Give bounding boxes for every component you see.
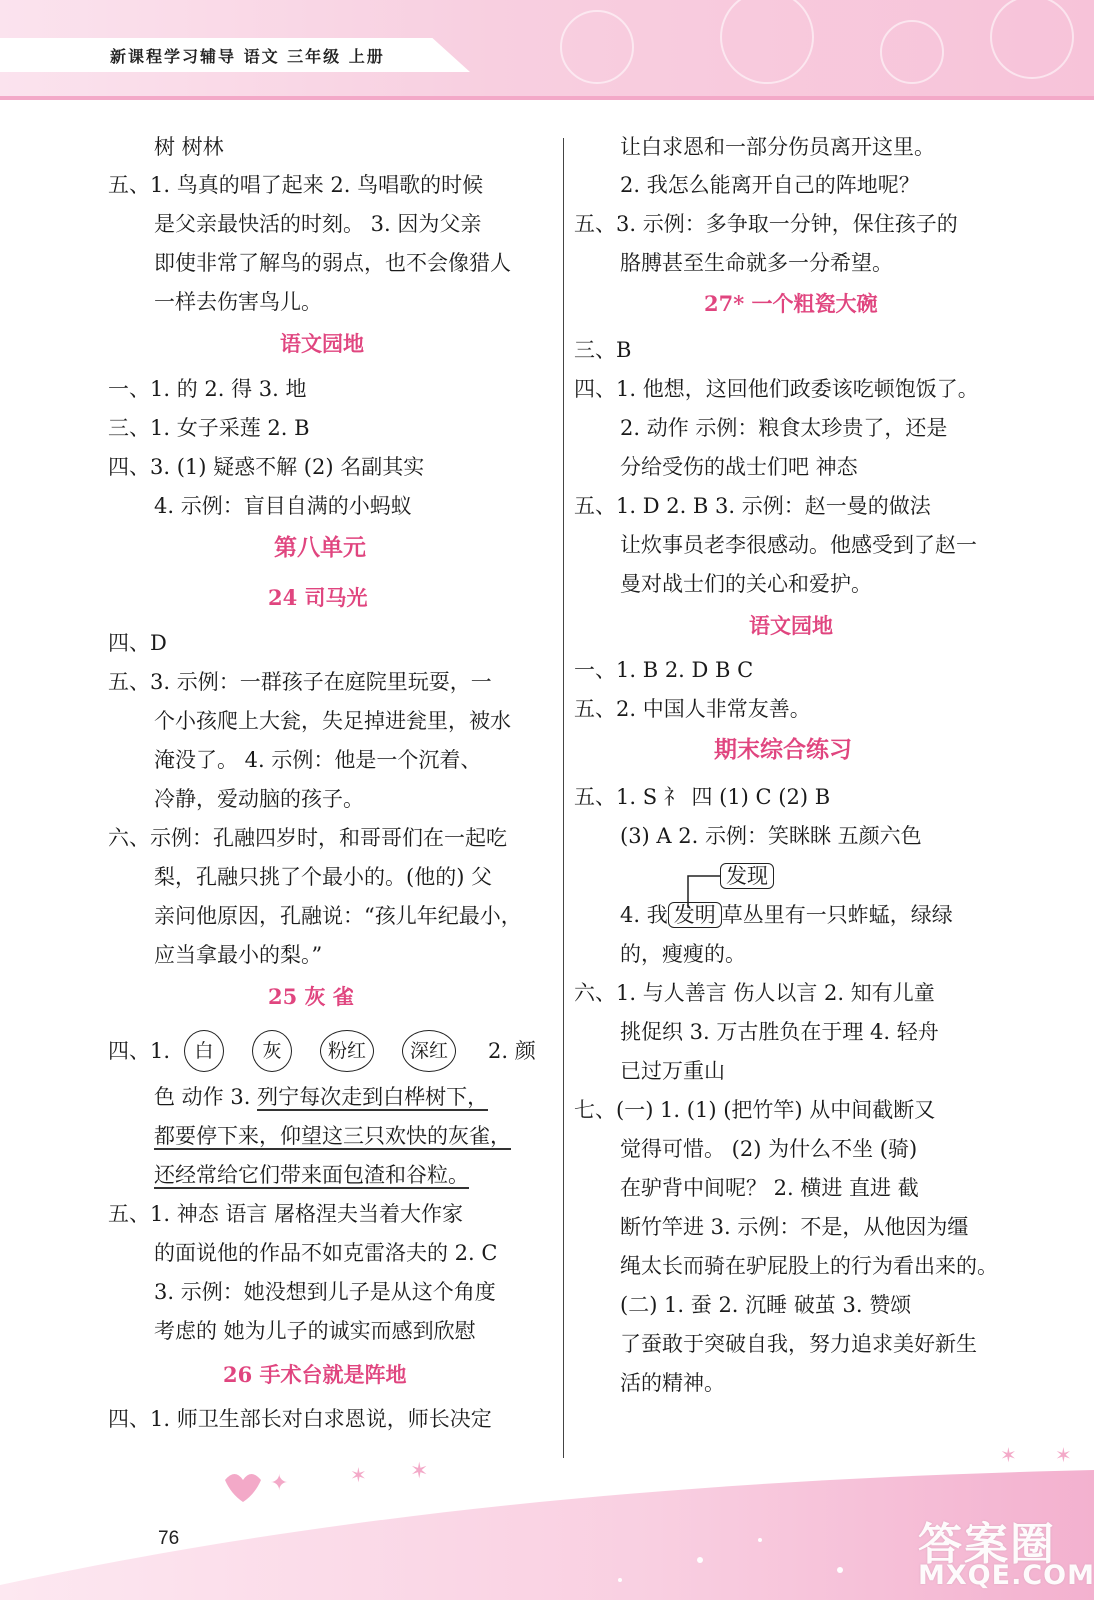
text-line: 五、2. 中国人非常友善。 [574, 697, 811, 721]
text-line: 了蚕敢于突破自我，努力追求美好新生 [620, 1332, 977, 1356]
bubble-decoration [720, 0, 814, 84]
text-line: 三、B [574, 338, 632, 362]
text-line: 五、3. 示例：一群孩子在庭院里玩耍，一 [108, 670, 492, 694]
text-line: 是父亲最快活的时刻。 3. 因为父亲 [154, 212, 482, 236]
text-line: 五、1. 神态 语言 屠格涅夫当着大作家 [108, 1202, 464, 1226]
header-title: 新课程学习辅导 语文 三年级 上册 [110, 47, 385, 66]
circled-word: 灰 [252, 1030, 292, 1072]
text-line: 3. 示例：她没想到儿子是从这个角度 [154, 1280, 496, 1304]
bubble-decoration [990, 0, 1074, 79]
lesson-heading: 27* 一个粗瓷大碗 [704, 291, 878, 316]
text-line: 绳太长而骑在驴屁股上的行为看出来的。 [620, 1254, 998, 1278]
page-number: 76 [158, 1528, 180, 1549]
text-line: 即使非常了解鸟的弱点，也不会像猎人 [154, 251, 511, 275]
choice-option [720, 861, 774, 891]
text-line [154, 1082, 488, 1112]
underlined-text: 列宁每次走到白桦树下， [257, 1085, 489, 1109]
text-line: 冷静，爱动脑的孩子。 [154, 787, 364, 811]
text-line [620, 900, 953, 930]
text-line [154, 1121, 511, 1151]
circled-words [184, 1030, 484, 1072]
text-line: 分给受伤的战士们吧 神态 [620, 455, 858, 479]
text-line: 曼对战士们的关心和爱护。 [620, 572, 872, 596]
header-rule [0, 96, 1094, 100]
text-fragment: 色 动作 3. [154, 1085, 251, 1109]
text-line: 四、3. (1) 疑惑不解 (2) 名副其实 [108, 455, 425, 479]
text-line: 一、1. 的 2. 得 3. 地 [108, 377, 307, 401]
text-line: (二) 1. 蚕 2. 沉睡 破茧 3. 赞颂 [620, 1293, 912, 1317]
bubble-decoration [880, 20, 944, 84]
svg-text:✶: ✶ [410, 1459, 429, 1484]
section-heading: 期末综合练习 [714, 736, 852, 763]
text-line: 在驴背中间呢？ 2. 横进 直进 截 [620, 1176, 919, 1200]
text-line: 4. 示例：盲目自满的小蚂蚁 [154, 494, 412, 518]
text-line: 断竹竿进 3. 示例：不是，从他因为缰 [620, 1215, 969, 1239]
text-line: 挑促织 3. 万古胜负在于理 4. 轻舟 [620, 1020, 939, 1044]
svg-text:✦: ✦ [270, 1471, 289, 1496]
text-line: 四、1. 师卫生部长对白求恩说，师长决定 [108, 1407, 492, 1431]
text-line: 四、1. [108, 1039, 171, 1063]
text-line: 三、1. 女子采莲 2. B [108, 416, 310, 440]
text-line: 七、(一) 1. (1) (把竹竿) 从中间截断又 [574, 1098, 936, 1122]
text-line: 让炊事员老李很感动。他感受到了赵一 [620, 533, 977, 557]
column-divider [563, 138, 564, 1458]
underlined-text: 都要停下来，仰望这三只欢快的灰雀， [154, 1124, 511, 1148]
svg-text:✶: ✶ [1000, 1443, 1017, 1467]
text-line: (3) A 2. 示例：笑眯眯 五颜六色 [620, 824, 922, 848]
underlined-text: 还经常给它们带来面包渣和谷粒。 [154, 1163, 469, 1187]
circled-word: 粉红 [320, 1030, 374, 1072]
watermark-logo: 答案圈 [918, 1519, 1056, 1570]
text-line: 考虑的 她为儿子的诚实而感到欣慰 [154, 1319, 476, 1343]
svg-text:✶: ✶ [350, 1463, 367, 1487]
text-line: 已过万重山 [620, 1059, 725, 1083]
boxed-word: 发明 [668, 902, 722, 928]
text-line: 四、1. 他想，这回他们政委该吃顿饱饭了。 [574, 377, 979, 401]
text-line: 胳膊甚至生命就多一分希望。 [620, 251, 893, 275]
circled-word: 深红 [402, 1030, 456, 1072]
text-line: 2. 我怎么能离开自己的阵地呢？ [620, 173, 920, 197]
circled-word: 白 [184, 1030, 224, 1072]
section-heading: 语文园地 [749, 613, 833, 638]
text-line: 五、1. 鸟真的唱了起来 2. 鸟唱歌的时候 [108, 173, 484, 197]
text-line: 五、1. D 2. B 3. 示例：赵一曼的做法 [574, 494, 931, 518]
text-line: 应当拿最小的梨。” [154, 943, 323, 967]
text-line: 一样去伤害鸟儿。 [154, 290, 322, 314]
text-line: 觉得可惜。 (2) 为什么不坐 (骑) [620, 1137, 918, 1161]
text-line: 六、1. 与人善言 伤人以言 2. 知有儿童 [574, 981, 935, 1005]
section-heading: 语文园地 [280, 331, 364, 356]
text-line [154, 1160, 469, 1190]
watermark-url: MXQE.COM [918, 1560, 1095, 1591]
text-line: 的面说他的作品不如克雷洛夫的 2. C [154, 1241, 498, 1265]
text-line: 五、3. 示例：多争取一分钟，保住孩子的 [574, 212, 958, 236]
text-line: 梨，孔融只挑了个最小的。(他的) 父 [154, 865, 493, 889]
lesson-heading: 25 灰 雀 [268, 984, 354, 1009]
text-fragment: 草丛里有一只蚱蜢，绿绿 [721, 903, 953, 927]
text-line: 个小孩爬上大瓮，失足掉进瓮里，被水 [154, 709, 511, 733]
bubble-decoration [560, 10, 634, 84]
svg-text:✶: ✶ [1055, 1443, 1072, 1467]
lesson-heading: 24 司马光 [268, 585, 368, 610]
lesson-heading: 26 手术台就是阵地 [223, 1362, 407, 1387]
text-line: 树 树林 [154, 135, 224, 159]
text-line: 一、1. B 2. D B C [574, 658, 754, 682]
text-line: 活的精神。 [620, 1371, 725, 1395]
text-fragment: 4. 我 [620, 903, 668, 927]
text-line: 六、示例：孔融四岁时，和哥哥们在一起吃 [108, 826, 507, 850]
boxed-word: 发现 [720, 863, 774, 889]
text-line: 亲问他原因，孔融说：“孩儿年纪最小， [154, 904, 522, 928]
unit-heading: 第八单元 [274, 534, 366, 561]
text-line: 五、1. S 礻 四 (1) C (2) B [574, 785, 831, 809]
text-line: 2. 动作 示例：粮食太珍贵了，还是 [620, 416, 948, 440]
text-line: 的，瘦瘦的。 [620, 942, 746, 966]
text-line: 四、D [108, 631, 167, 655]
text-line: 让白求恩和一部分伤员离开这里。 [620, 135, 935, 159]
text-line: 淹没了。 4. 示例：他是一个沉着、 [154, 748, 482, 772]
text-line: 2. 颜 [488, 1039, 536, 1063]
